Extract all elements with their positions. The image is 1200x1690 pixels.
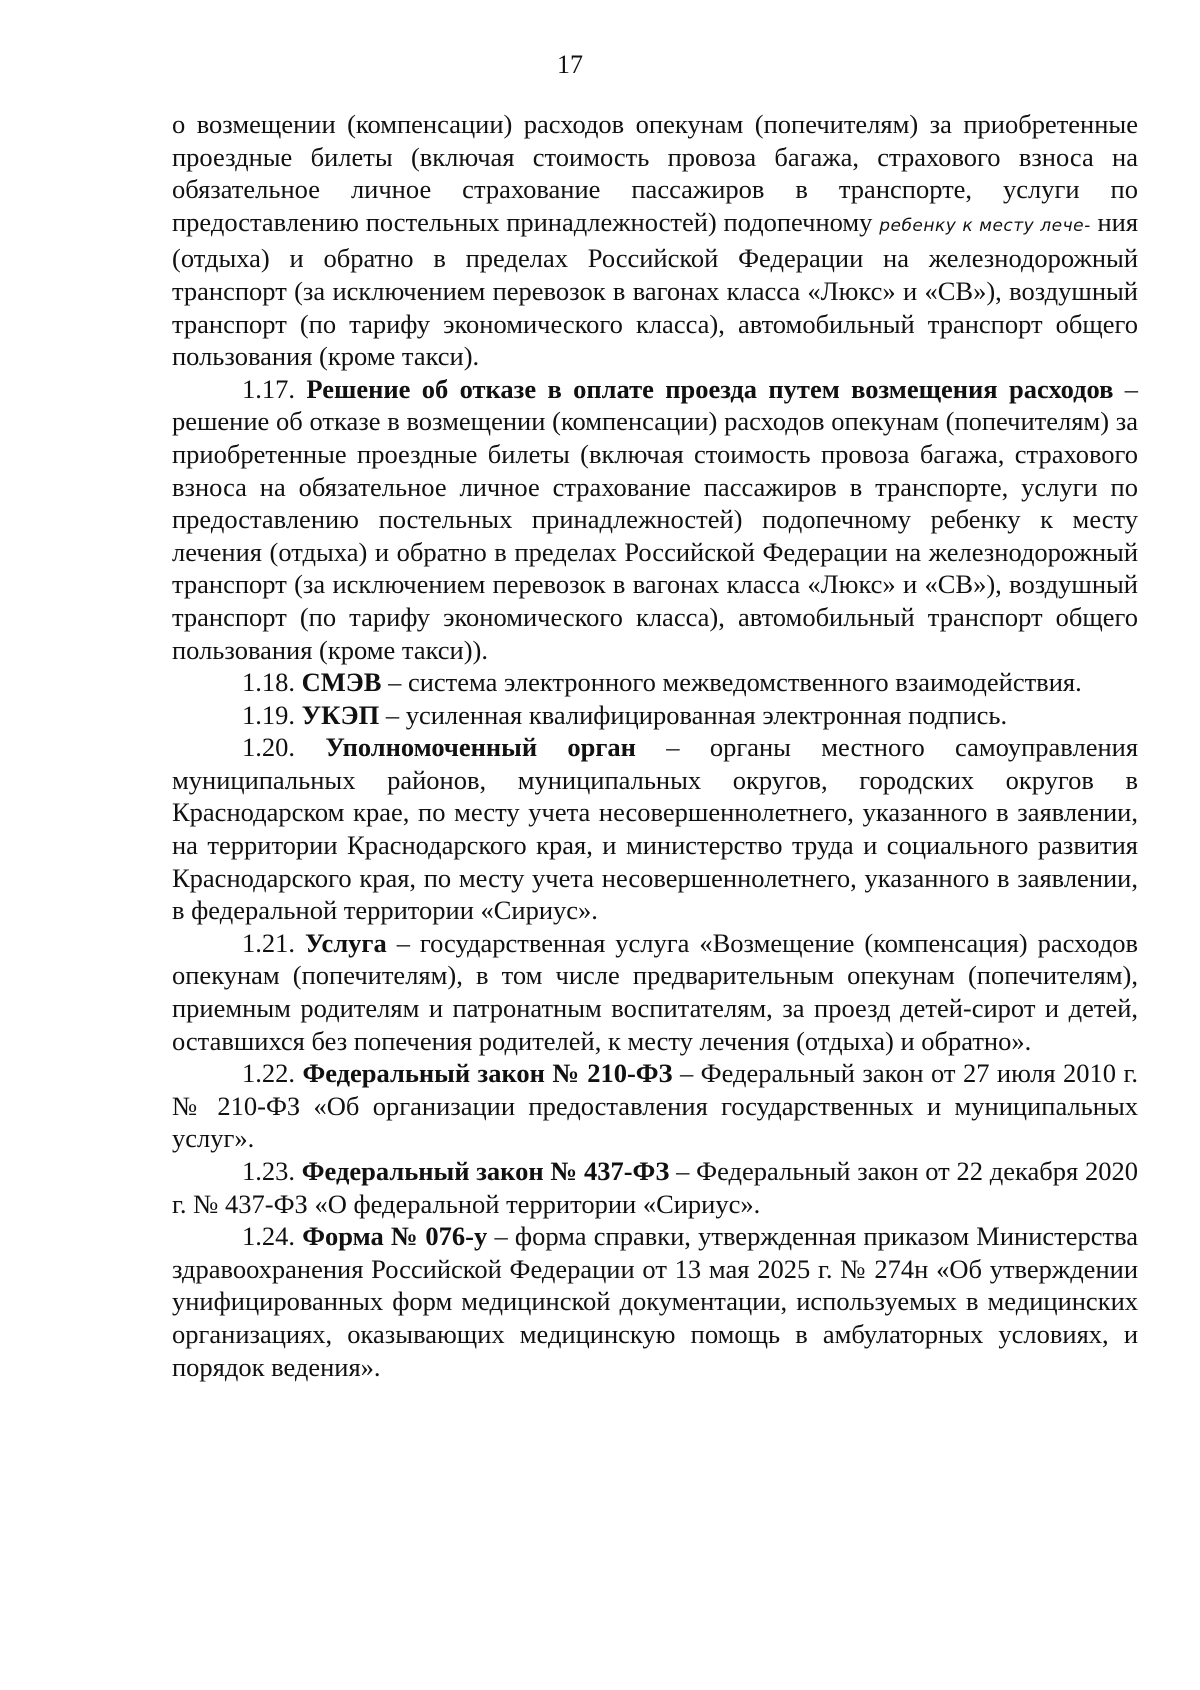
definition-number: 1.21. <box>242 927 295 958</box>
definition-text: – Федеральный закон от 22 декабря 2020 г. № 437-ФЗ «О федеральной территории «Сириус». <box>172 1156 1139 1219</box>
definition-1-18 <box>172 666 1138 699</box>
definition-text: – решение об отказе в возмещении (компенсации) расходов опекунам (попечителям) за приобретенные проездные билеты (включая стоимость провоза багажа, страхового взноса на обязательное личное страхование пассажиров в транспорте, услуги по предоставлению постельных принадлежностей) подопечному ребенку к месту лечения (отдыха) и обратно в пределах Российской Федерации на железнодорожный транспорт (за исключением перевозок в вагонах класса «Люкс» и «СВ»), воздушный транспорт (по тарифу экономического класса), автомобильный транспорт общего пользования (кроме такси)). <box>172 373 1139 665</box>
definition-text: – Федеральный закон от 27 июля 2010 г. № 210-ФЗ «Об организации предоставления государственных и муниципальных услуг». <box>172 1058 1138 1154</box>
definition-text: – органы местного самоуправления муниципальных районов, муниципальных округов, городских округов в Краснодарском крае, по месту учета несовершеннолетнего, указанного в заявлении, на территории Краснодарского края, и министерство труда и социального развития Краснодарского края, по месту учета несовершеннолетнего, указанного в заявлении, в федеральной территории «Сириус». <box>172 732 1139 926</box>
definition-term: СМЭВ <box>301 667 382 698</box>
paragraph-text-after: ния (отдыха) и обратно в пределах Российской Федерации на железнодорожный транспорт (за исключением перевозок в вагонах класса «Люкс» и «СВ»), воздушный транспорт (по тарифу экономического класса), автомобильный транспорт общего пользования (кроме такси). <box>172 206 1139 372</box>
definition-term: Федеральный закон № 437-ФЗ <box>301 1156 670 1186</box>
definition-1-21 <box>172 927 1138 1057</box>
definition-number: 1.22. <box>242 1058 295 1089</box>
definition-term: Услуга <box>304 927 387 958</box>
definition-1-17 <box>172 373 1138 666</box>
definition-term: Федеральный закон № 210-ФЗ <box>302 1058 673 1089</box>
definition-number: 1.18. <box>242 667 295 698</box>
document-body <box>172 108 1138 1383</box>
definition-term: Форма № 076-у <box>302 1221 488 1252</box>
handwritten-insertion: ребенку к месту лече- <box>879 215 1091 236</box>
definition-1-24 <box>172 1220 1138 1383</box>
definition-text: – форма справки, утвержденная приказом Министерства здравоохранения Российской Федерации от 13 мая 2025 г. № 274н «Об утверждении унифицированных форм медицинской документации, используемых в медицинских организациях, оказывающих медицинскую помощь в амбулаторных условиях, и порядок ведения». <box>172 1221 1139 1382</box>
definition-1-23 <box>172 1155 1138 1220</box>
definition-term: УКЭП <box>301 699 380 730</box>
definition-number: 1.17. <box>242 373 295 404</box>
definition-text: – государственная услуга «Возмещение (компенсация) расходов опекунам (попечителям), в том числе предварительным опекунам (попечителям), приемным родителям и патронатным воспитателям, за проезд детей-сирот и детей, оставшихся без попечения родителей, к месту лечения (отдыха) и обратно». <box>172 927 1138 1056</box>
paragraph-text: о возмещении (компенсации) расходов опекунам (попечителям) за приобретенные проездные билеты (включая стоимость провоза багажа, страхового взноса на обязательное личное страхование пассажиров в транспорте, услуги по предоставлению постельных принадлежностей) подопечному <box>172 109 1138 237</box>
paragraph-continuation <box>172 108 1138 373</box>
definition-1-19 <box>172 699 1138 732</box>
definition-term: Решение об отказе в оплате проезда путем возмещения расходов <box>306 373 1114 404</box>
definition-term: Уполномоченный орган <box>325 732 636 763</box>
definition-text: – усиленная квалифицированная электронная подпись. <box>385 699 1008 730</box>
definition-number: 1.19. <box>242 699 295 730</box>
page-number: 17 <box>557 50 583 79</box>
definition-1-20 <box>172 731 1138 927</box>
definition-number: 1.20. <box>242 732 295 763</box>
definition-number: 1.24. <box>242 1221 295 1252</box>
definition-1-22 <box>172 1057 1138 1155</box>
definition-text: – система электронного межведомственного взаимодействия. <box>388 667 1082 698</box>
definition-number: 1.23. <box>242 1156 295 1186</box>
